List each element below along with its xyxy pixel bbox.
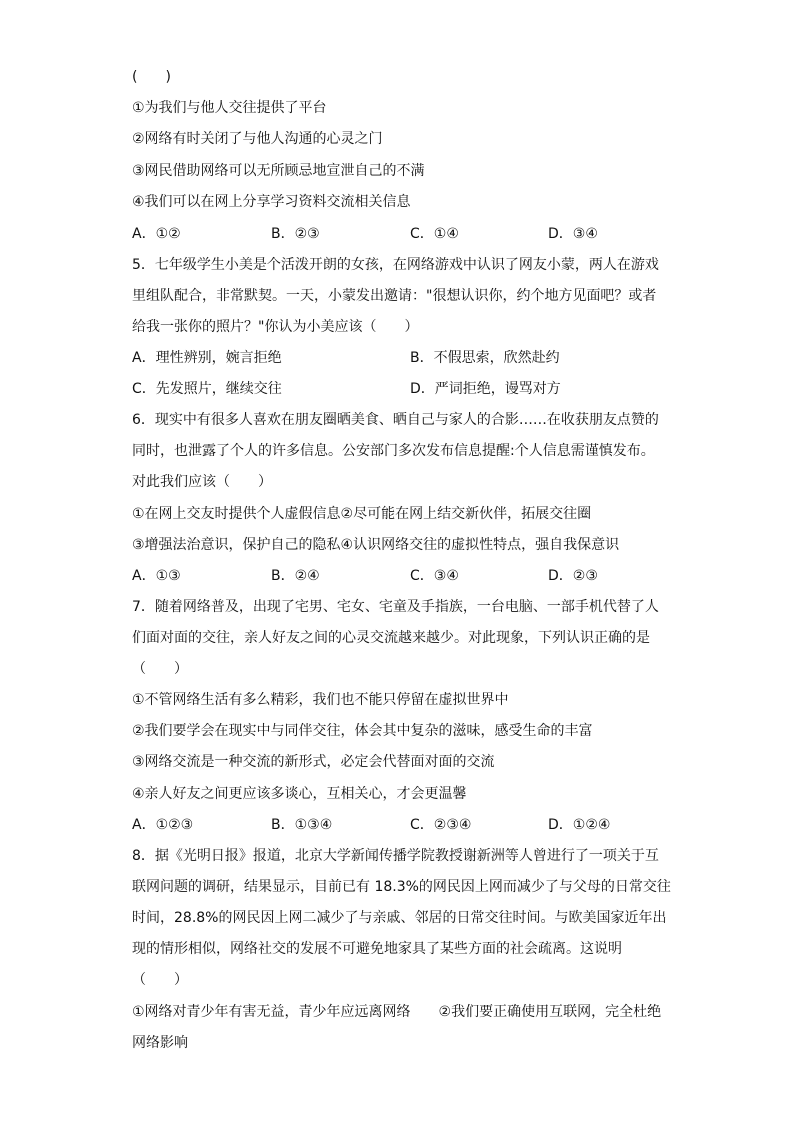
answer-bracket: ( ) bbox=[132, 69, 171, 85]
option-b: B．不假思索，欣然赴约 bbox=[410, 350, 560, 366]
q8-statements-1: ①网络对青少年有害无益，青少年应远离网络 ②我们要正确使用互联网，完全杜绝 bbox=[132, 1004, 662, 1020]
q6-text-3: 对此我们应该（ ） bbox=[132, 474, 272, 490]
statement-1: ①为我们与他人交往提供了平台 bbox=[132, 100, 327, 116]
q5-text-3: 给我一张你的照片？"你认为小美应该（ ） bbox=[132, 319, 419, 335]
q7-text-1: 7．随着网络普及，出现了宅男、宅女、宅童及手指族，一台电脑、一部手机代替了人 bbox=[132, 599, 659, 615]
q6-text-1: 6．现实中有很多人喜欢在朋友圈晒美食、晒自己与家人的合影……在收获朋友点赞的 bbox=[132, 412, 659, 428]
option-d: D．③④ bbox=[548, 226, 598, 242]
option-d: D．②③ bbox=[548, 568, 598, 584]
option-c: C．①④ bbox=[410, 226, 459, 242]
statement-3: ③网民借助网络可以无所顾忌地宣泄自己的不满 bbox=[132, 163, 425, 179]
option-d: D．①②④ bbox=[548, 817, 611, 833]
option-a: A．①② bbox=[132, 226, 181, 242]
q7-statement-2: ②我们要学会在现实中与同伴交往，体会其中复杂的滋味，感受生命的丰富 bbox=[132, 723, 593, 739]
q7-statement-4: ④亲人好友之间更应该多谈心，互相关心，才会更温馨 bbox=[132, 786, 467, 802]
q6-statements-1: ①在网上交友时提供个人虚假信息②尽可能在网上结交新伙伴，拓展交往圈 bbox=[132, 506, 592, 522]
q6-statements-2: ③增强法治意识，保护自己的隐私④认识网络交往的虚拟性特点，强自我保意识 bbox=[132, 537, 620, 553]
q5-text-1: 5．七年级学生小美是个活泼开朗的女孩，在网络游戏中认识了网友小蒙，两人在游戏 bbox=[132, 257, 659, 273]
option-c: C．③④ bbox=[410, 568, 459, 584]
option-a: A．①③ bbox=[132, 568, 181, 584]
option-c: C．②③④ bbox=[410, 817, 472, 833]
option-b: B．②③ bbox=[271, 226, 320, 242]
q7-statement-1: ①不管网络生活有多么精彩，我们也不能只停留在虚拟世界中 bbox=[132, 692, 509, 708]
q6-text-2: 同时，也泄露了个人的许多信息。公安部门多次发布信息提醒:个人信息需谨慎发布。 bbox=[132, 443, 655, 459]
option-a: A．①②③ bbox=[132, 817, 194, 833]
q5-text-2: 里组队配合，非常默契。一天，小蒙发出邀请："很想认识你，约个地方见面吧？或者 bbox=[132, 288, 657, 304]
option-a: A．理性辨别，婉言拒绝 bbox=[132, 350, 282, 366]
q8-statements-2: 网络影响 bbox=[132, 1035, 188, 1051]
q7-bracket: （ ） bbox=[132, 661, 188, 677]
option-b: B．①③④ bbox=[271, 817, 333, 833]
statement-4: ④我们可以在网上分享学习资料交流相关信息 bbox=[132, 194, 411, 210]
q8-text-4: 现的情形相似，网络社交的发展不可避免地家具了某些方面的社会疏离。这说明 bbox=[132, 941, 622, 957]
q8-text-3: 时间，28.8%的网民因上网二减少了与亲戚、邻居的日常交往时间。与欧美国家近年出 bbox=[132, 910, 667, 926]
q7-statement-3: ③网络交流是一种交流的新形式，必定会代替面对面的交流 bbox=[132, 754, 495, 770]
option-d: D．严词拒绝，谩骂对方 bbox=[410, 381, 561, 397]
q8-text-2: 联网问题的调研，结果显示，目前已有 18.3%的网民因上网而减少了与父母的日常交往 bbox=[132, 879, 671, 895]
q8-bracket: （ ） bbox=[132, 972, 188, 988]
statement-2: ②网络有时关闭了与他人沟通的心灵之门 bbox=[132, 131, 383, 147]
q8-text-1: 8．据《光明日报》报道，北京大学新闻传播学院教授谢新洲等人曾进行了一项关于互 bbox=[132, 848, 659, 864]
q7-text-2: 们面对面的交往，亲人好友之间的心灵交流越来越少。对此现象，下列认识正确的是 bbox=[132, 630, 650, 646]
option-b: B．②④ bbox=[271, 568, 320, 584]
option-c: C．先发照片，继续交往 bbox=[132, 381, 282, 397]
